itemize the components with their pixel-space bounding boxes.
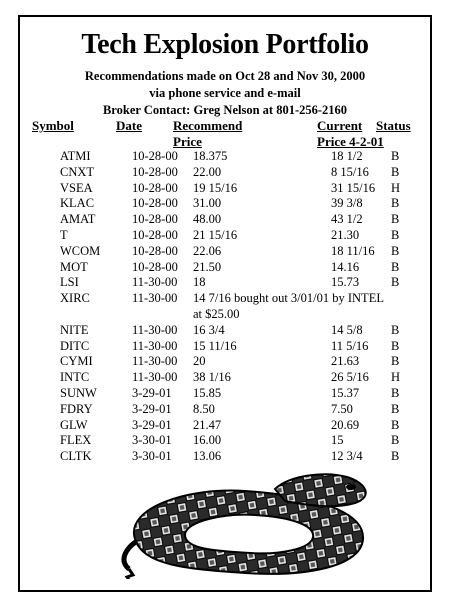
cell-current-price: 15 [331,433,344,448]
cell-date: 3-29-01 [132,417,172,432]
table-row [20,275,430,291]
cell-note: 14 7/16 bought out 3/01/01 by INTEL [193,291,384,306]
subtitle-service: via phone service and e-mail [149,86,301,100]
table-row [20,260,430,276]
header-recommend: Recommend [173,118,243,133]
cell-symbol: NITE [60,322,89,337]
cell-recommend-price: 18.375 [193,149,228,163]
cell-symbol: CYMI [60,354,93,369]
header-current: Current [317,118,363,133]
cell-status: H [391,370,401,385]
cell-date: 3-29-01 [132,385,172,400]
table-row [20,354,430,370]
cell-recommend-price: 15 11/16 [193,338,237,353]
table-row [20,386,430,402]
table-row [20,181,430,197]
cell-status: B [391,322,400,337]
cell-status: B [391,338,400,353]
cell-status: B [391,385,400,400]
cell-symbol: FDRY [60,401,93,416]
header-symbol: Symbol [32,118,74,133]
cell-date: 10-28-00 [132,212,178,227]
table-row [20,196,430,212]
cell-current-price: 14.16 [331,259,360,274]
cell-note-continued: at $25.00 [193,306,240,321]
cell-recommend-price: 20 [193,354,206,369]
cell-symbol: T [60,227,68,242]
table-row [20,370,430,386]
table-row [20,323,430,339]
cell-recommend-price: 16 3/4 [193,322,225,337]
cell-status: H [391,180,401,195]
cell-status: B [391,354,400,369]
cell-date: 10-28-00 [132,149,178,163]
cell-symbol: DITC [60,338,90,353]
cell-recommend-price: 21.47 [193,417,222,432]
cell-symbol: MOT [60,259,88,274]
cell-status: B [391,164,400,179]
cell-recommend-price: 22.06 [193,243,222,258]
cell-date: 11-30-00 [132,322,178,337]
table-row [20,449,430,465]
cell-date: 11-30-00 [132,275,178,290]
cell-recommend-price: 38 1/16 [193,370,231,385]
table-row [20,418,430,434]
cell-date: 11-30-00 [132,370,178,385]
cell-status: B [391,275,400,290]
header-date: Date [116,118,142,133]
table-row [20,165,430,181]
cell-current-price: 14 5/8 [331,322,363,337]
cell-recommend-price: 8.50 [193,401,215,416]
cell-symbol: INTC [60,370,90,385]
cell-current-price: 15.37 [331,385,360,400]
table-row [20,149,430,165]
cell-symbol: ATMI [60,149,91,163]
cell-current-price: 31 15/16 [331,180,376,195]
cell-date: 10-28-00 [132,164,178,179]
cell-current-price: 11 5/16 [331,338,369,353]
header-recommend-price: Price [173,134,202,149]
header-current-price: Price 4-2-01 [317,134,384,149]
cell-current-price: 12 3/4 [331,449,363,464]
cell-symbol: VSEA [60,180,93,195]
table-row [20,228,430,244]
cell-current-price: 26 5/16 [331,370,369,385]
subtitle-broker-contact: Broker Contact: Greg Nelson at 801-256-2160 [102,103,348,117]
cell-date: 3-29-01 [132,401,172,416]
cell-date: 10-28-00 [132,227,178,242]
cell-status: B [391,196,400,211]
cell-current-price: 21.63 [331,354,360,369]
cell-date: 11-30-00 [132,291,178,306]
cell-symbol: AMAT [60,212,96,227]
subtitle-recommendation-dates: Recommendations made on Oct 28 and Nov 30, 2000 [84,69,366,83]
cell-recommend-price: 48.00 [193,212,222,227]
table-row [20,291,430,307]
cell-recommend-price: 21 15/16 [193,227,238,242]
cell-date: 3-30-01 [132,433,172,448]
cell-recommend-price: 15.85 [193,385,222,400]
cell-recommend-price: 19 15/16 [193,180,238,195]
cell-symbol: FLEX [60,433,92,448]
cell-date: 10-28-00 [132,259,178,274]
cell-symbol: CNXT [60,164,95,179]
table-row [20,402,430,418]
cell-date: 11-30-00 [132,338,178,353]
cell-current-price: 43 1/2 [331,212,363,227]
cell-status: B [391,417,400,432]
cell-date: 10-28-00 [132,196,178,211]
cell-status: B [391,433,400,448]
cell-recommend-price: 21.50 [193,259,222,274]
cell-current-price: 18 1/2 [331,149,363,163]
cell-current-price: 20.69 [331,417,360,432]
cell-symbol: KLAC [60,196,95,211]
holdings-table [20,149,430,465]
cell-symbol: XIRC [60,291,90,306]
cell-current-price: 7.50 [331,401,353,416]
header-status: Status [376,118,411,133]
cell-current-price: 15.73 [331,275,360,290]
flyer-title: Tech Explosion Portfolio [81,29,369,60]
cell-status: B [391,149,400,163]
table-row-continuation [20,307,430,323]
cell-status: B [391,449,400,464]
cell-current-price: 18 11/16 [331,243,375,258]
cell-current-price: 39 3/8 [331,196,363,211]
cell-status: B [391,227,400,242]
cell-date: 3-30-01 [132,449,172,464]
cell-recommend-price: 18 [193,275,206,290]
cell-recommend-price: 31.00 [193,196,222,211]
cell-current-price: 8 15/16 [331,164,369,179]
cell-recommend-price: 13.06 [193,449,222,464]
cell-status: B [391,401,400,416]
cell-symbol: GLW [60,417,88,432]
cell-current-price: 21.30 [331,227,360,242]
table-row [20,244,430,260]
cell-recommend-price: 22.00 [193,164,222,179]
cell-recommend-price: 16.00 [193,433,222,448]
cell-status: B [391,259,400,274]
cell-symbol: LSI [60,275,79,290]
cell-date: 10-28-00 [132,243,178,258]
table-row [20,433,430,449]
cell-symbol: CLTK [60,449,92,464]
table-row [20,339,430,355]
table-row [20,212,430,228]
cell-date: 10-28-00 [132,180,178,195]
cell-date: 11-30-00 [132,354,178,369]
cell-status: B [391,243,400,258]
cell-status: B [391,212,400,227]
cell-symbol: WCOM [60,243,101,258]
rattlesnake-illustration [115,469,380,579]
cell-symbol: SUNW [60,385,97,400]
portfolio-flyer [18,15,432,592]
